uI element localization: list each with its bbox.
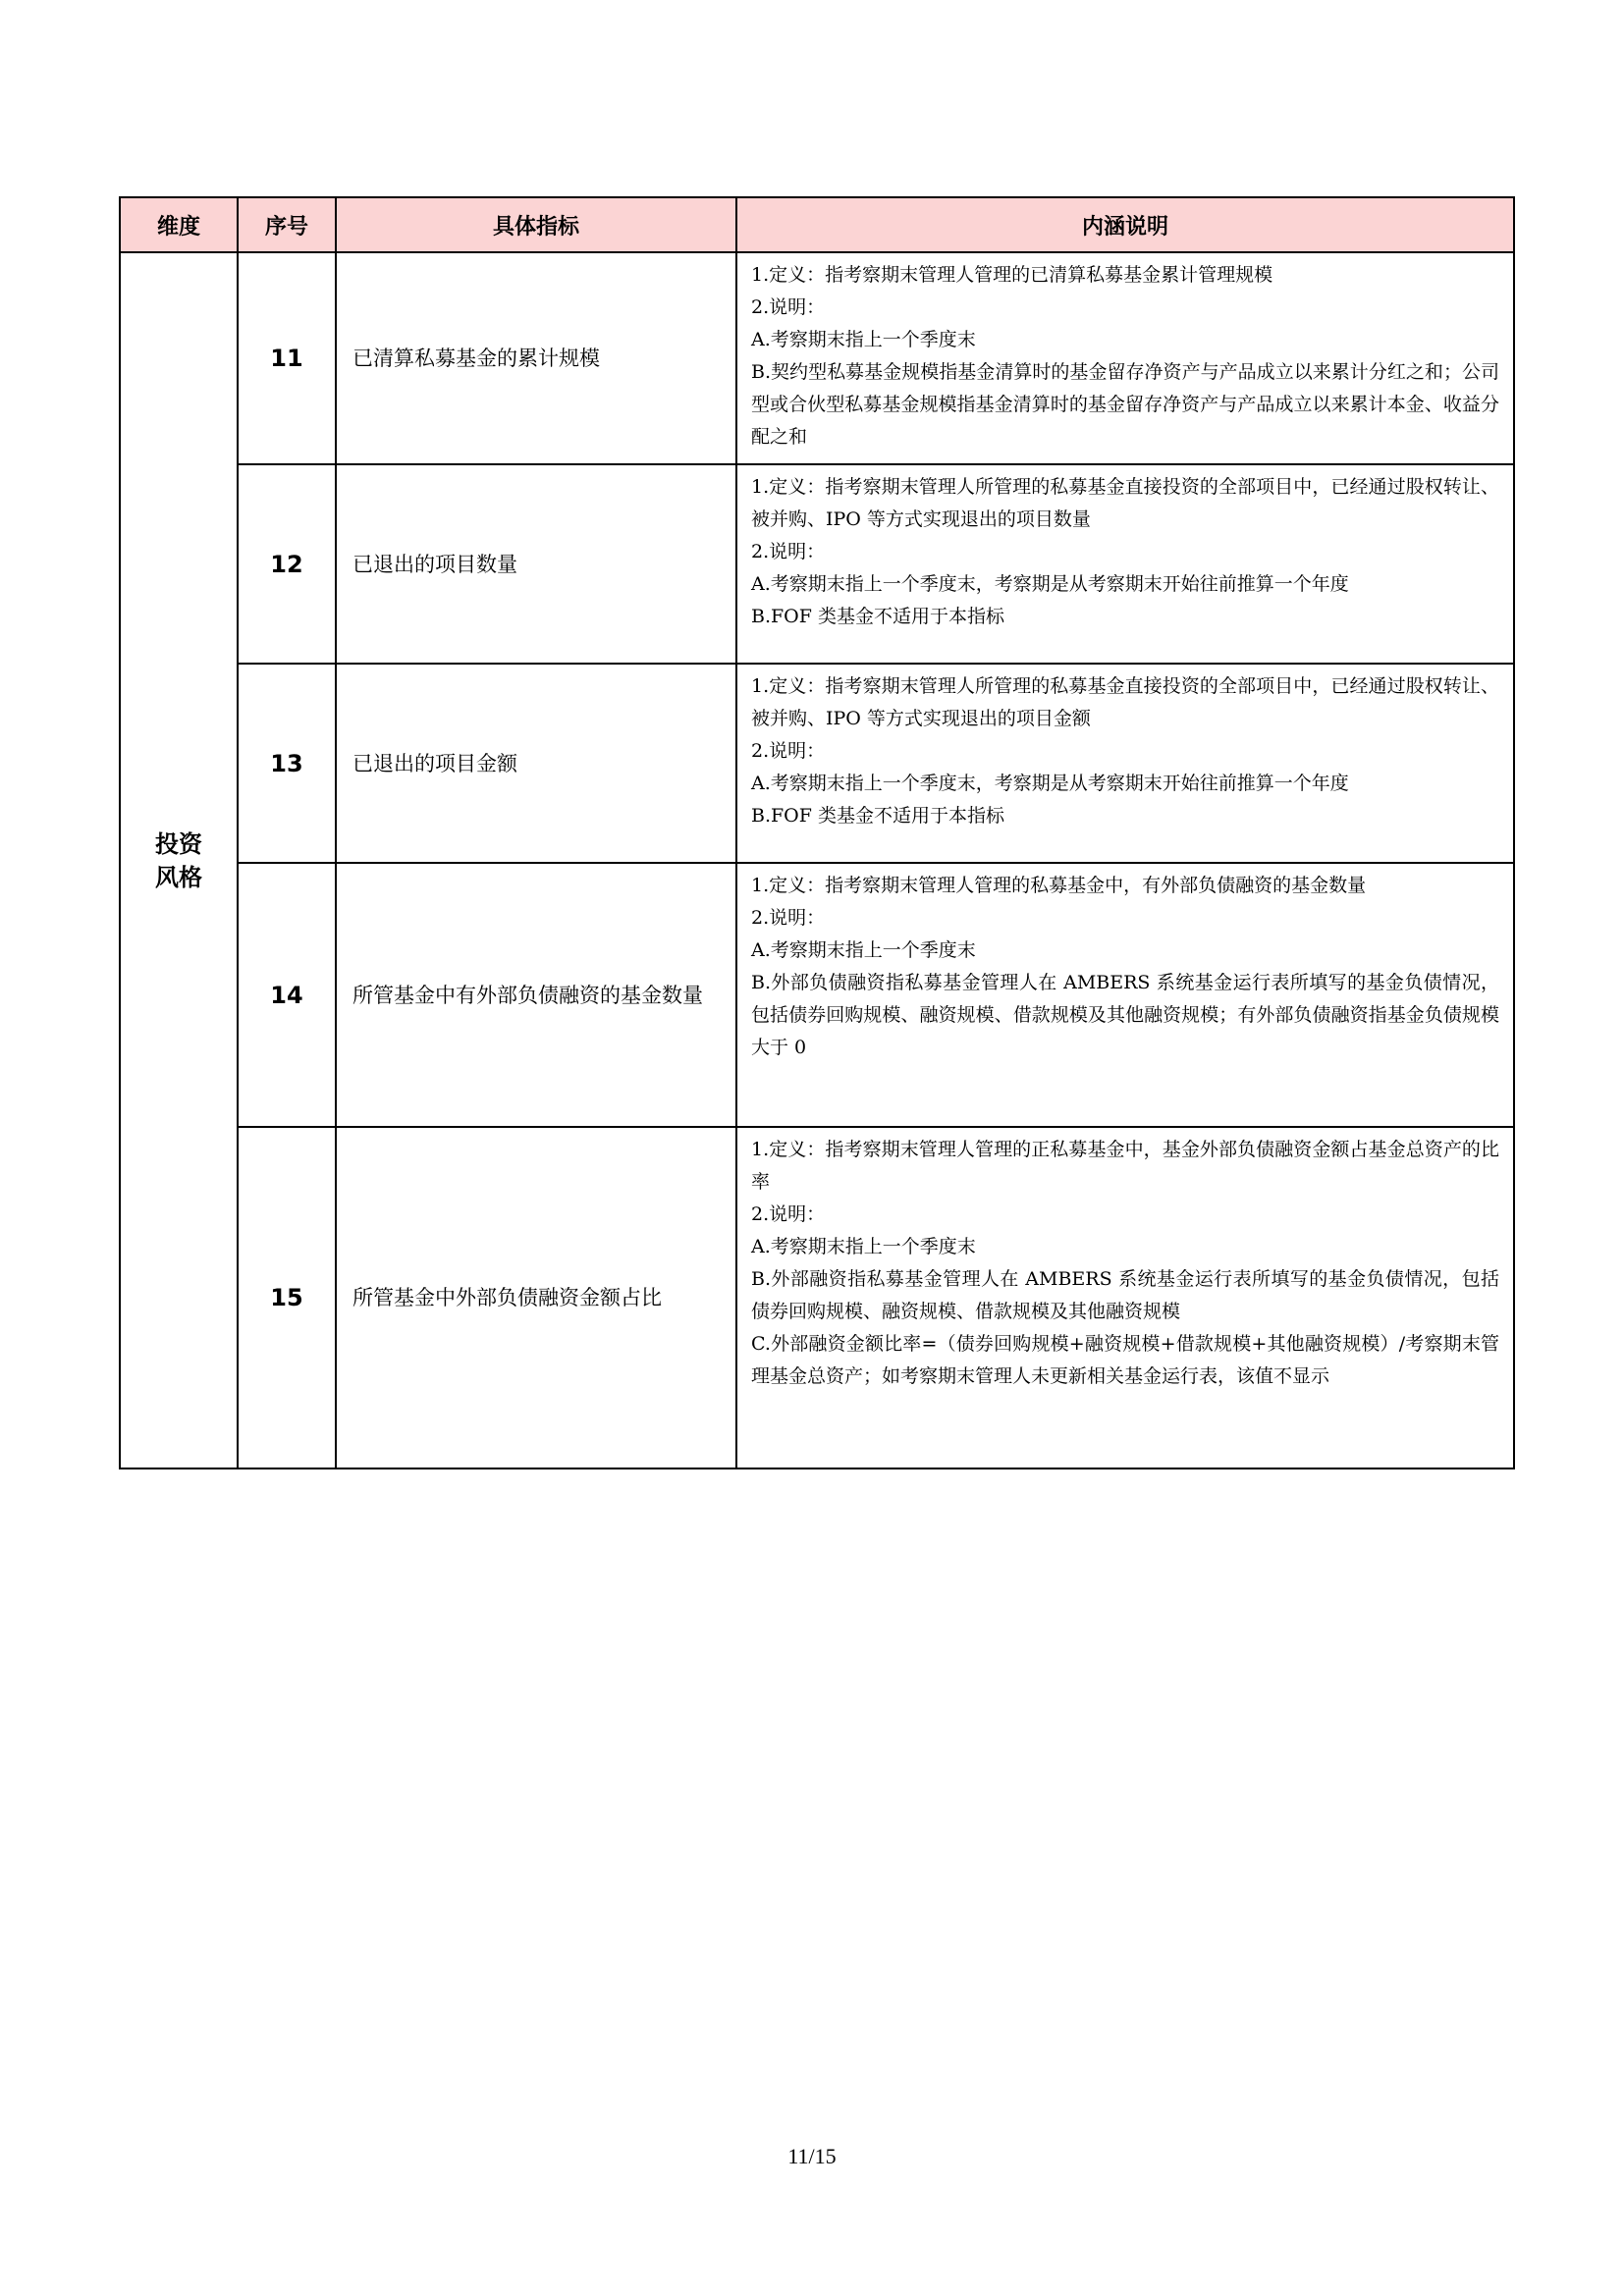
description-line: 2.说明： xyxy=(751,296,826,318)
description-line: B.FOF 类基金不适用于本指标 xyxy=(751,606,1004,627)
table-row xyxy=(120,252,1514,464)
description-line: A.考察期末指上一个季度末 xyxy=(751,1236,976,1257)
description-line: 1.定义：指考察期末管理人所管理的私募基金直接投资的全部项目中，已经通过股权转让、被并购、IPO 等方式实现退出的项目金额 xyxy=(751,675,1499,729)
header-dimension: 维度 xyxy=(120,197,238,252)
description-line: 1.定义：指考察期末管理人管理的私募基金中，有外部负债融资的基金数量 xyxy=(751,875,1367,896)
description-line: 2.说明： xyxy=(751,907,826,929)
table-row xyxy=(120,464,1514,664)
table-row xyxy=(120,1127,1514,1468)
description-line: B.契约型私募基金规模指基金清算时的基金留存净资产与产品成立以来累计分红之和；公司型或合伙型私募基金规模指基金清算时的基金留存净资产与产品成立以来累计本金、收益分配之和 xyxy=(751,361,1499,448)
row-number: 15 xyxy=(238,1127,336,1468)
description-line: C.外部融资金额比率=（债券回购规模+融资规模+借款规模+其他融资规模）/考察期末管理基金总资产；如考察期末管理人未更新相关基金运行表，该值不显示 xyxy=(751,1333,1499,1387)
table-header-row xyxy=(120,197,1514,252)
header-description: 内涵说明 xyxy=(736,197,1514,252)
header-indicator: 具体指标 xyxy=(336,197,736,252)
description-line: 2.说明： xyxy=(751,541,826,562)
table-row xyxy=(120,664,1514,863)
description-line: 1.定义：指考察期末管理人管理的正私募基金中，基金外部负债融资金额占基金总资产的比率 xyxy=(751,1139,1499,1193)
row-number: 11 xyxy=(238,252,336,464)
description-line: 2.说明： xyxy=(751,1203,826,1225)
indicator-name: 已退出的项目数量 xyxy=(336,464,736,664)
header-number: 序号 xyxy=(238,197,336,252)
description-line: B.外部负债融资指私募基金管理人在 AMBERS 系统基金运行表所填写的基金负债情况，包括债券回购规模、融资规模、借款规模及其他融资规模；有外部负债融资指基金负债规模大于 0 xyxy=(751,972,1499,1058)
row-number: 14 xyxy=(238,863,336,1127)
indicator-description xyxy=(736,252,1514,464)
indicator-description xyxy=(736,464,1514,664)
description-line: A.考察期末指上一个季度末 xyxy=(751,329,976,350)
row-number: 13 xyxy=(238,664,336,863)
description-line: 1.定义：指考察期末管理人管理的已清算私募基金累计管理规模 xyxy=(751,264,1273,286)
indicator-table xyxy=(119,196,1515,1469)
description-line: A.考察期末指上一个季度末，考察期是从考察期末开始往前推算一个年度 xyxy=(751,573,1349,595)
description-line: 1.定义：指考察期末管理人所管理的私募基金直接投资的全部项目中，已经通过股权转让、被并购、IPO 等方式实现退出的项目数量 xyxy=(751,476,1499,530)
description-line: B.FOF 类基金不适用于本指标 xyxy=(751,805,1004,827)
indicator-description xyxy=(736,863,1514,1127)
description-line: B.外部融资指私募基金管理人在 AMBERS 系统基金运行表所填写的基金负债情况，包括债券回购规模、融资规模、借款规模及其他融资规模 xyxy=(751,1268,1499,1322)
description-line: A.考察期末指上一个季度末，考察期是从考察期末开始往前推算一个年度 xyxy=(751,773,1349,794)
description-line: A.考察期末指上一个季度末 xyxy=(751,939,976,961)
indicator-description xyxy=(736,664,1514,863)
indicator-name: 已清算私募基金的累计规模 xyxy=(336,252,736,464)
description-line: 2.说明： xyxy=(751,740,826,762)
dimension-cell xyxy=(120,252,238,1468)
row-number: 12 xyxy=(238,464,336,664)
dimension-label: 投资风格 xyxy=(154,829,202,891)
indicator-name: 所管基金中有外部负债融资的基金数量 xyxy=(336,863,736,1127)
indicator-name: 已退出的项目金额 xyxy=(336,664,736,863)
table-row xyxy=(120,863,1514,1127)
indicator-description xyxy=(736,1127,1514,1468)
indicator-name: 所管基金中外部负债融资金额占比 xyxy=(336,1127,736,1468)
page-number: 11/15 xyxy=(787,2144,837,2168)
